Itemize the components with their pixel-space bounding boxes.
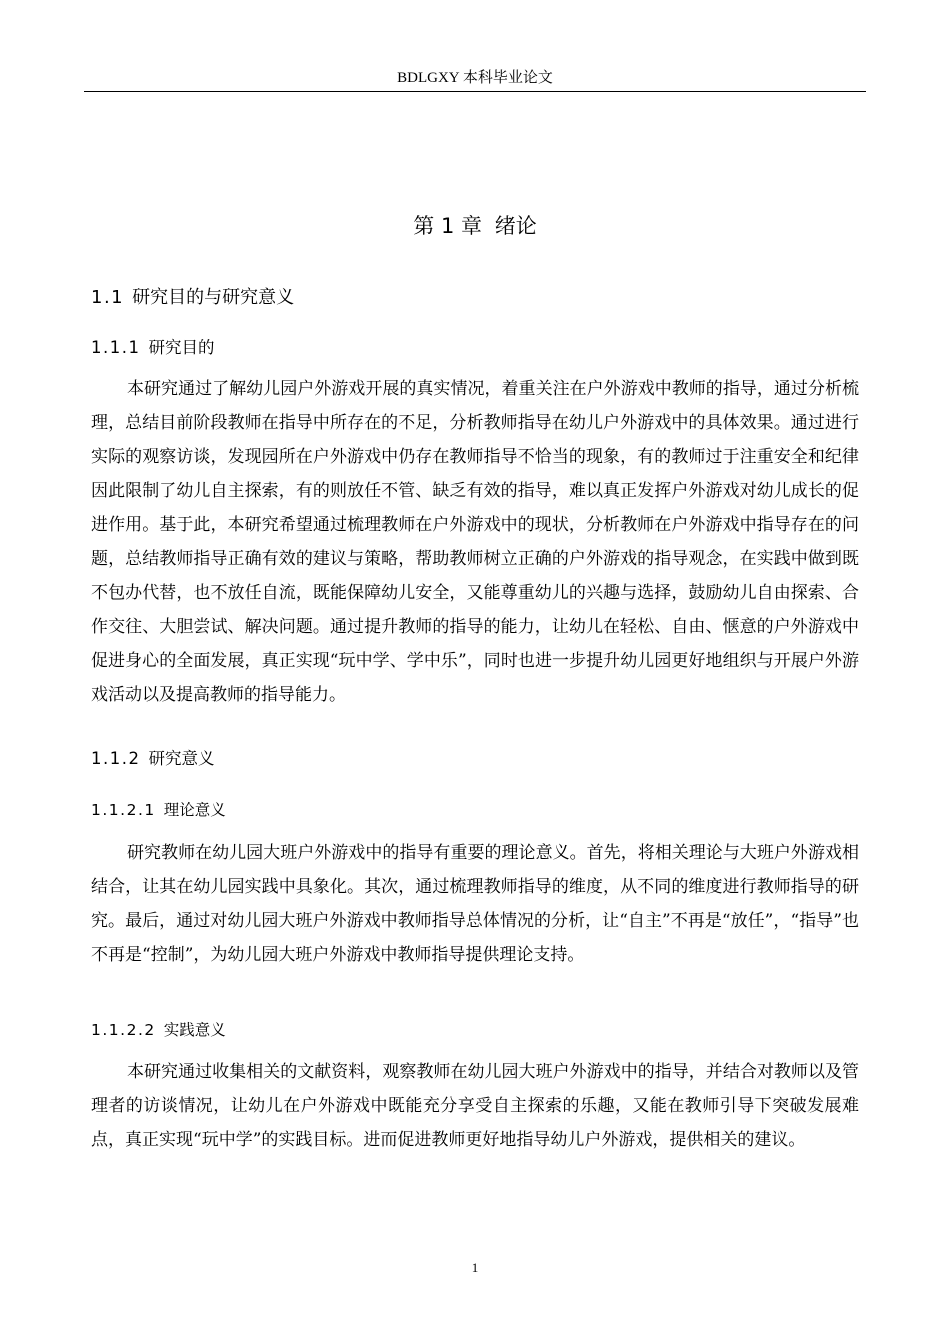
section-number: 1.1.1	[91, 338, 141, 357]
section-title: 研究意义	[148, 749, 215, 768]
section-title: 理论意义	[163, 801, 226, 819]
section-heading-1-1-1	[91, 336, 214, 360]
section-number: 1.1.2	[91, 749, 141, 768]
section-number: 1.1.2.2	[91, 1021, 156, 1039]
section-heading-1-1-2-2	[91, 1018, 226, 1042]
paragraph-practical-significance: 本研究通过收集相关的文献资料，观察教师在幼儿园大班户外游戏中的指导，并结合对教师以及管理者的访谈情况，让幼儿在户外游戏中既能充分享受自主探索的乐趣，又能在教师引导下突破发展难点，真正实现“玩中学”的实践目标。进而促进教师更好地指导幼儿户外游戏，提供相关的建议。	[91, 1062, 859, 1150]
section-title: 实践意义	[163, 1021, 226, 1039]
section-heading-1-1-2	[91, 747, 214, 771]
chapter-title	[84, 210, 866, 242]
chapter-number: 第 1 章	[413, 214, 483, 238]
section-heading-1-1	[91, 285, 294, 311]
header-rule	[84, 91, 866, 92]
section-heading-1-1-2-1	[91, 798, 226, 822]
section-title: 研究目的与研究意义	[132, 287, 295, 308]
paragraph-theoretical-significance: 研究教师在幼儿园大班户外游戏中的指导有重要的理论意义。首先，将相关理论与大班户外游戏相结合，让其在幼儿园实践中具象化。其次，通过梳理教师指导的维度，从不同的维度进行教师指导的研究。最后，通过对幼儿园大班户外游戏中教师指导总体情况的分析，让“自主”不再是“放任”，“指导”也不再是“控制”，为幼儿园大班户外游戏中教师指导提供理论支持。	[91, 843, 859, 965]
chapter-name: 绪论	[494, 214, 537, 238]
running-header: BDLGXY 本科毕业论文	[397, 70, 553, 86]
section-number: 1.1	[91, 287, 125, 308]
section-title: 研究目的	[148, 338, 215, 357]
page-number: 1	[471, 1260, 479, 1275]
paragraph-research-purpose: 本研究通过了解幼儿园户外游戏开展的真实情况，着重关注在户外游戏中教师的指导，通过分析梳理，总结目前阶段教师在指导中所存在的不足，分析教师指导在幼儿户外游戏中的具体效果。通过进行实际的观察访谈，发现园所在户外游戏中仍存在教师指导不恰当的现象，有的教师过于注重安全和纪律因此限制了幼儿自主探索，有的则放任不管、缺乏有效的指导，难以真正发挥户外游戏对幼儿成长的促进作用。基于此，本研究希望通过梳理教师在户外游戏中的现状，分析教师在户外游戏中指导存在的问题，总结教师指导正确有效的建议与策略，帮助教师树立正确的户外游戏的指导观念，在实践中做到既不包办代替，也不放任自流，既能保障幼儿安全，又能尊重幼儿的兴趣与选择，鼓励幼儿自由探索、合作交往、大胆尝试、解决问题。通过提升教师的指导的能力，让幼儿在轻松、自由、惬意的户外游戏中促进身心的全面发展，真正实现“玩中学、学中乐”，同时也进一步提升幼儿园更好地组织与开展户外游戏活动以及提高教师的指导能力。	[91, 379, 859, 705]
section-number: 1.1.2.1	[91, 801, 156, 819]
